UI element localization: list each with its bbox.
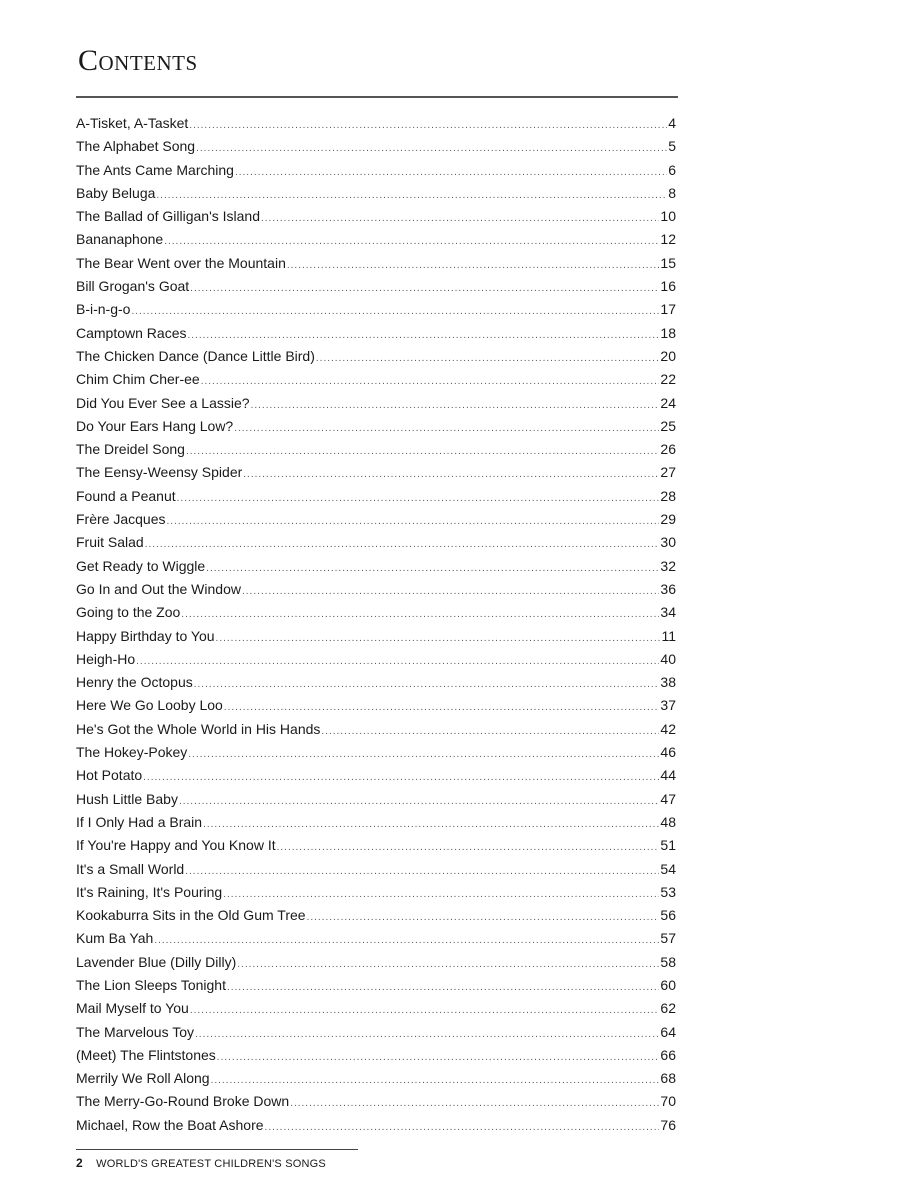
toc-dot-leader: [136, 650, 659, 673]
toc-entry-title: The Chicken Dance (Dance Little Bird): [76, 347, 315, 364]
toc-entry-page: 15: [660, 254, 676, 271]
title-divider: [76, 96, 678, 98]
toc-entry-title: Fruit Salad: [76, 534, 144, 551]
toc-dot-leader: [224, 696, 660, 719]
toc-dot-leader: [185, 860, 659, 883]
toc-entry-page: 11: [661, 627, 676, 644]
footer-divider: [76, 1149, 358, 1150]
toc-entry[interactable]: [76, 205, 676, 228]
toc-entry[interactable]: [76, 415, 676, 438]
toc-dot-leader: [234, 417, 659, 440]
toc-entry-title: Lavender Blue (Dilly Dilly): [76, 953, 237, 970]
toc-dot-leader: [242, 580, 659, 603]
toc-entry-page: 12: [660, 231, 676, 248]
toc-entry-title: Mail Myself to You: [76, 1000, 189, 1017]
toc-entry-page: 5: [668, 138, 676, 155]
toc-dot-leader: [145, 533, 660, 556]
page-title: Contents: [78, 44, 198, 77]
toc-dot-leader: [196, 137, 667, 160]
toc-dot-leader: [177, 487, 660, 510]
toc-dot-leader: [206, 557, 659, 580]
toc-entry-page: 24: [660, 394, 676, 411]
toc-entry-page: 40: [660, 650, 676, 667]
toc-entry[interactable]: [76, 974, 676, 997]
toc-entry-page: 51: [660, 837, 676, 854]
toc-entry-title: Frère Jacques: [76, 511, 166, 528]
toc-entry[interactable]: [76, 485, 676, 508]
toc-entry-page: 76: [660, 1116, 676, 1133]
toc-entry[interactable]: [76, 997, 676, 1020]
toc-entry-page: 6: [668, 161, 676, 178]
toc-entry-page: 37: [660, 697, 676, 714]
toc-entry[interactable]: [76, 694, 676, 717]
toc-entry[interactable]: [76, 741, 676, 764]
toc-entry[interactable]: [76, 508, 676, 531]
toc-entry-page: 17: [660, 301, 676, 318]
toc-entry-page: 30: [660, 534, 676, 551]
toc-entry[interactable]: [76, 904, 676, 927]
toc-dot-leader: [143, 766, 659, 789]
toc-entry-title: Found a Peanut: [76, 487, 176, 504]
toc-dot-leader: [188, 324, 660, 347]
toc-entry[interactable]: [76, 718, 676, 741]
toc-dot-leader: [131, 300, 659, 323]
toc-entry[interactable]: [76, 811, 676, 834]
toc-entry-page: 26: [660, 441, 676, 458]
toc-entry[interactable]: [76, 648, 676, 671]
toc-dot-leader: [195, 1023, 659, 1046]
toc-entry[interactable]: [76, 368, 676, 391]
toc-entry-page: 44: [660, 767, 676, 784]
toc-entry-title: Baby Beluga: [76, 184, 156, 201]
toc-entry[interactable]: [76, 764, 676, 787]
footer-book-title: WORLD'S GREATEST CHILDREN'S SONGS: [96, 1158, 326, 1170]
toc-entry[interactable]: [76, 228, 676, 251]
toc-dot-leader: [287, 254, 660, 277]
toc-entry[interactable]: [76, 531, 676, 554]
toc-entry-title: (Meet) The Flintstones: [76, 1046, 216, 1063]
toc-entry[interactable]: [76, 788, 676, 811]
toc-entry-title: The Marvelous Toy: [76, 1023, 195, 1040]
toc-entry[interactable]: [76, 322, 676, 345]
toc-entry[interactable]: [76, 601, 676, 624]
toc-entry-page: 60: [660, 976, 676, 993]
toc-dot-leader: [189, 114, 667, 137]
toc-entry-page: 54: [660, 860, 676, 877]
toc-dot-leader: [186, 440, 659, 463]
toc-entry[interactable]: [76, 345, 676, 368]
toc-entry-page: 38: [660, 674, 676, 691]
toc-dot-leader: [201, 370, 660, 393]
toc-entry[interactable]: [76, 1114, 676, 1137]
toc-entry-title: The Alphabet Song: [76, 138, 196, 155]
toc-entry-page: 36: [660, 580, 676, 597]
toc-entry-page: 66: [660, 1046, 676, 1063]
toc-entry-page: 27: [660, 464, 676, 481]
toc-entry[interactable]: [76, 298, 676, 321]
toc-dot-leader: [321, 720, 659, 743]
toc-entry-title: It's a Small World: [76, 860, 185, 877]
toc-entry[interactable]: [76, 252, 676, 275]
toc-entry-title: Merrily We Roll Along: [76, 1070, 210, 1087]
toc-entry-title: Bill Grogan's Goat: [76, 278, 190, 295]
toc-dot-leader: [307, 906, 660, 929]
toc-dot-leader: [190, 277, 659, 300]
toc-entry-title: The Bear Went over the Mountain: [76, 254, 286, 271]
toc-entry-page: 28: [660, 487, 676, 504]
toc-entry-page: 56: [660, 907, 676, 924]
toc-entry-page: 4: [668, 115, 676, 131]
toc-dot-leader: [243, 463, 659, 486]
toc-entry-title: The Ants Came Marching: [76, 161, 234, 178]
toc-entry-title: If I Only Had a Brain: [76, 813, 203, 830]
toc-entry-title: Camptown Races: [76, 324, 187, 341]
toc-entry[interactable]: [76, 555, 676, 578]
toc-dot-leader: [190, 999, 660, 1022]
toc-dot-leader: [227, 976, 659, 999]
toc-dot-leader: [156, 184, 667, 207]
toc-entry-title: Go In and Out the Window: [76, 580, 241, 597]
toc-entry[interactable]: [76, 625, 676, 648]
toc-entry[interactable]: [76, 275, 676, 298]
toc-entry[interactable]: [76, 392, 676, 415]
toc-entry[interactable]: [76, 135, 676, 158]
toc-entry-title: Henry the Octopus: [76, 674, 193, 691]
toc-entry-page: 57: [660, 930, 676, 947]
toc-entry-page: 16: [660, 278, 676, 295]
toc-entry-page: 68: [660, 1070, 676, 1087]
toc-entry[interactable]: [76, 1044, 676, 1067]
toc-entry-title: Going to the Zoo: [76, 604, 181, 621]
toc-entry[interactable]: [76, 834, 676, 857]
toc-dot-leader: [166, 510, 659, 533]
toc-entry-title: It's Raining, It's Pouring: [76, 883, 223, 900]
toc-dot-leader: [164, 230, 659, 253]
toc-entry-title: The Lion Sleeps Tonight: [76, 976, 226, 993]
toc-dot-leader: [188, 743, 659, 766]
toc-entry-page: 58: [660, 953, 676, 970]
toc-entry-title: Do Your Ears Hang Low?: [76, 417, 234, 434]
toc-entry-page: 20: [660, 347, 676, 364]
toc-entry[interactable]: [76, 1067, 676, 1090]
toc-entry-page: 10: [660, 208, 676, 225]
toc-entry-page: 48: [660, 813, 676, 830]
toc-dot-leader: [216, 627, 661, 650]
toc-entry-title: The Hokey-Pokey: [76, 744, 188, 761]
toc-entry-page: 25: [660, 417, 676, 434]
toc-entry-page: 46: [660, 744, 676, 761]
toc-dot-leader: [194, 673, 660, 696]
toc-entry[interactable]: [76, 438, 676, 461]
toc-entry[interactable]: [76, 112, 676, 135]
toc-entry-page: 42: [660, 720, 676, 737]
toc-entry-page: 47: [660, 790, 676, 807]
toc-entry-title: Did You Ever See a Lassie?: [76, 394, 250, 411]
toc-entry-title: Here We Go Looby Loo: [76, 697, 223, 714]
toc-dot-leader: [203, 813, 659, 836]
toc-entry-title: Bananaphone: [76, 231, 164, 248]
toc-dot-leader: [223, 883, 659, 906]
toc-dot-leader: [235, 161, 667, 184]
toc-entry-page: 18: [660, 324, 676, 341]
toc-entry-page: 62: [660, 1000, 676, 1017]
toc-entry-title: B-i-n-g-o: [76, 301, 131, 318]
toc-entry[interactable]: [76, 858, 676, 881]
toc-dot-leader: [277, 836, 660, 859]
page-footer: [76, 1156, 326, 1170]
toc-dot-leader: [290, 1092, 659, 1115]
toc-entry-page: 32: [660, 557, 676, 574]
toc-entry-page: 8: [668, 184, 676, 201]
toc-entry[interactable]: [76, 951, 676, 974]
toc-entry-title: He's Got the Whole World in His Hands: [76, 720, 321, 737]
toc-entry[interactable]: [76, 671, 676, 694]
toc-dot-leader: [217, 1046, 660, 1069]
toc-dot-leader: [179, 790, 659, 813]
toc-entry[interactable]: [76, 881, 676, 904]
toc-dot-leader: [265, 1116, 660, 1139]
toc-entry-title: The Dreidel Song: [76, 441, 185, 458]
toc-entry-title: The Eensy-Weensy Spider: [76, 464, 243, 481]
toc-dot-leader: [154, 929, 659, 952]
toc-dot-leader: [237, 953, 659, 976]
toc-entry-title: The Ballad of Gilligan's Island: [76, 208, 260, 225]
toc-entry[interactable]: [76, 461, 676, 484]
toc-dot-leader: [261, 207, 659, 230]
toc-entry-page: 64: [660, 1023, 676, 1040]
toc-entry-title: Michael, Row the Boat Ashore: [76, 1116, 264, 1133]
toc-entry-title: Heigh-Ho: [76, 650, 136, 667]
toc-entry-page: 34: [660, 604, 676, 621]
toc-entry-page: 70: [660, 1093, 676, 1110]
footer-page-number: 2: [76, 1156, 83, 1170]
toc-entry[interactable]: [76, 159, 676, 182]
toc-entry-page: 53: [660, 883, 676, 900]
toc-entry-page: 22: [660, 371, 676, 388]
toc-entry[interactable]: [76, 1021, 676, 1044]
toc-entry-title: Get Ready to Wiggle: [76, 557, 206, 574]
toc-entry-title: Chim Chim Cher-ee: [76, 371, 200, 388]
toc-entry-title: Kum Ba Yah: [76, 930, 154, 947]
toc-entry-title: Hot Potato: [76, 767, 143, 784]
toc-entry[interactable]: [76, 578, 676, 601]
table-of-contents: [76, 112, 676, 1137]
toc-entry-page: 29: [660, 511, 676, 528]
toc-dot-leader: [211, 1069, 660, 1092]
toc-entry[interactable]: [76, 182, 676, 205]
toc-dot-leader: [251, 394, 660, 417]
toc-entry-title: Hush Little Baby: [76, 790, 178, 807]
toc-entry-title: A-Tisket, A-Tasket: [76, 115, 189, 131]
toc-entry-title: Happy Birthday to You: [76, 627, 215, 644]
toc-entry[interactable]: [76, 927, 676, 950]
toc-entry-title: The Merry-Go-Round Broke Down: [76, 1093, 290, 1110]
toc-entry[interactable]: [76, 1090, 676, 1113]
toc-entry-title: Kookaburra Sits in the Old Gum Tree: [76, 907, 306, 924]
toc-dot-leader: [316, 347, 660, 370]
toc-entry-title: If You're Happy and You Know It: [76, 837, 276, 854]
toc-dot-leader: [181, 603, 659, 626]
